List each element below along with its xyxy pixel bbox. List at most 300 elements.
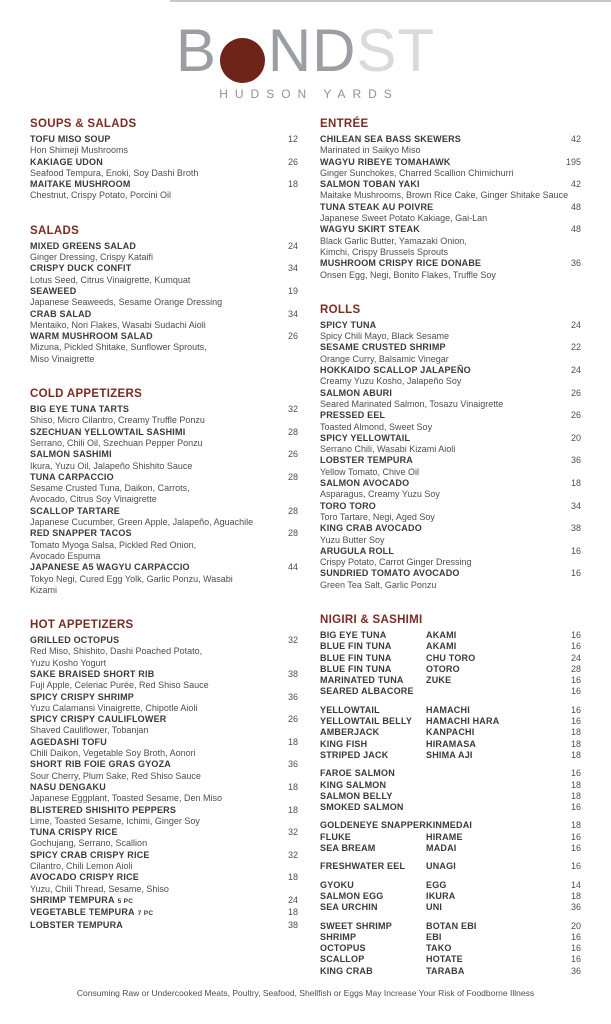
item-name: SEA BREAM (320, 843, 376, 854)
item-japanese-name: TARABA (426, 965, 465, 976)
item-price: 16 (570, 641, 581, 652)
nigiri-row (320, 750, 581, 761)
item-name: SCALLOP TARTARE (30, 505, 120, 516)
item-price: 18 (287, 907, 298, 918)
menu-item-header (30, 506, 298, 517)
item-name: SUNDRIED TOMATO AVOCADO (320, 568, 460, 579)
item-price: 20 (570, 920, 581, 931)
menu-item-header (30, 179, 298, 190)
item-name: SALMON ABURI (320, 387, 393, 398)
item-japanese-name: AKAMI (426, 629, 457, 640)
item-name: SMOKED SALMON (320, 802, 404, 813)
item-price: 18 (570, 727, 581, 738)
item-name: WAGYU SKIRT STEAK (320, 224, 420, 235)
item-name: BLISTERED SHISHITO PEPPERS (30, 804, 177, 815)
item-name: SHRIMP TEMPURA (30, 894, 115, 905)
item-name: SEARED ALBACORE (320, 686, 414, 697)
item-price: 16 (570, 716, 581, 727)
menu-item (320, 523, 581, 546)
item-description: Japanese Eggplant, Toasted Sesame, Den Miso (30, 793, 222, 804)
item-name: YELLOWTAIL BELLY (320, 716, 413, 727)
menu-item-header (320, 478, 581, 489)
menu-item-header (30, 472, 298, 483)
menu-item-header (30, 692, 298, 703)
item-price: 16 (570, 861, 581, 872)
menu-item (30, 472, 298, 506)
menu-item-header (320, 433, 581, 444)
menu-item-header (320, 179, 581, 190)
menu-item-header (30, 782, 298, 793)
item-japanese-name: ZUKE (426, 675, 452, 686)
menu-item (30, 331, 298, 365)
footer-disclaimer: Consuming Raw or Undercooked Meats, Poultry, Seafood, Shellfish or Eggs May Increase Your Risk of Foodborne Illness (76, 988, 535, 998)
item-name: MUSHROOM CRISPY RICE DONABE (320, 258, 482, 269)
menu-item (320, 157, 581, 180)
item-price: 34 (570, 500, 581, 511)
item-price: 28 (570, 663, 581, 674)
item-price: 42 (570, 134, 581, 144)
item-name: MIXED GREENS SALAD (30, 240, 137, 251)
item-price: 18 (570, 738, 581, 749)
bond-st-logo (0, 17, 611, 84)
menu-item (320, 224, 581, 258)
item-name: SZECHUAN YELLOWTAIL SASHIMI (30, 426, 186, 437)
item-description: Yellow Tomato, Chive Oil (320, 466, 420, 477)
item-description: Avocado, Citrus Soy Vinaigrette (30, 494, 157, 505)
item-name: WARM MUSHROOM SALAD (30, 331, 153, 342)
menu-item-header (30, 404, 298, 415)
nigiri-row (320, 891, 581, 902)
item-price: 18 (287, 872, 298, 883)
menu-section (320, 117, 581, 281)
item-price: 34 (287, 263, 298, 274)
item-japanese-name: UNAGI (426, 861, 456, 872)
item-name: SPICY CRISPY SHRIMP (30, 691, 134, 702)
menu-item-header (320, 410, 581, 421)
item-price: 18 (287, 804, 298, 815)
item-price: 18 (570, 820, 581, 831)
item-name: SAKE BRAISED SHORT RIB (30, 668, 155, 679)
item-price: 26 (287, 714, 298, 725)
nigiri-row (320, 880, 581, 891)
item-price: 36 (570, 902, 581, 913)
menu-item (30, 805, 298, 828)
logo-letters-nd: ND (267, 17, 357, 84)
item-description: Shaved Cauliflower, Tobanjan (30, 725, 149, 736)
item-description: Lime, Toasted Sesame, Ichimi, Ginger Soy (30, 815, 200, 826)
nigiri-row (320, 832, 581, 843)
item-description: Ginger Sunchokes, Charred Scallion Chimichurri (320, 167, 514, 178)
item-description: Miso Vinaigrette (30, 353, 95, 364)
menu-item (30, 427, 298, 450)
menu-section (30, 387, 298, 596)
menu-item (30, 920, 298, 931)
item-price: 36 (570, 258, 581, 269)
item-japanese-name: HIRAMASA (426, 738, 477, 749)
item-name: SEA URCHIN (320, 902, 378, 913)
item-price: 32 (287, 849, 298, 860)
menu-item (30, 635, 298, 669)
nigiri-row (320, 780, 581, 791)
menu-item (320, 568, 581, 591)
item-name: AMBERJACK (320, 727, 380, 738)
menu-item (30, 669, 298, 692)
nigiri-row (320, 739, 581, 750)
item-description: Hon Shimeji Mushrooms (30, 145, 129, 156)
item-price: 16 (570, 843, 581, 854)
menu-section (30, 117, 298, 202)
item-price: 18 (570, 779, 581, 790)
menu-item-header (320, 568, 581, 579)
item-description: Seared Marinated Salmon, Tosazu Vinaigrette (320, 398, 504, 409)
menu-item-header (30, 827, 298, 838)
item-description: Cilantro, Chili Lemon Aioli (30, 861, 133, 872)
item-price: 24 (570, 365, 581, 376)
item-description: Toro Tartare, Negi, Aged Soy (320, 511, 435, 522)
menu-item-header (30, 850, 298, 861)
nigiri-row (320, 802, 581, 813)
item-description: Fuji Apple, Celeriac Purée, Red Shiso Sauce (30, 680, 209, 691)
menu-item (30, 263, 298, 286)
nigiri-group (320, 880, 581, 914)
menu-item (320, 433, 581, 456)
menu-item (320, 365, 581, 388)
nigiri-group (320, 768, 581, 813)
item-name: FAROE SALMON (320, 768, 395, 779)
menu-item (30, 309, 298, 332)
menu-item (30, 286, 298, 309)
nigiri-row (320, 653, 581, 664)
item-name: JAPANESE A5 WAGYU CARPACCIO (30, 562, 190, 573)
item-price: 26 (287, 331, 298, 342)
item-name: FLUKE (320, 831, 351, 842)
menu-item-header (30, 907, 298, 919)
item-name: KING FISH (320, 738, 368, 749)
item-name: SALMON EGG (320, 890, 384, 901)
item-name: KAKIAGE UDON (30, 156, 103, 167)
menu-item-header (30, 805, 298, 816)
item-description: Spicy Chili Mayo, Black Sesame (320, 331, 450, 342)
item-price: 19 (287, 285, 298, 296)
menu-item-header (320, 134, 581, 145)
item-price: 16 (570, 686, 581, 697)
item-name: WAGYU RIBEYE TOMAHAWK (320, 156, 451, 167)
item-description: Crispy Potato, Carrot Ginger Dressing (320, 557, 472, 568)
item-price: 16 (570, 831, 581, 842)
item-description: Green Tea Salt, Garlic Ponzu (320, 579, 437, 590)
menu-item (30, 179, 298, 202)
item-name: GRILLED OCTOPUS (30, 635, 120, 646)
item-name: SWEET SHRIMP (320, 920, 392, 931)
item-price: 18 (570, 478, 581, 489)
item-price: 36 (570, 965, 581, 976)
item-japanese-name: KANPACHI (426, 727, 475, 738)
item-japanese-name: TAKO (426, 943, 452, 954)
menu-column-left (30, 117, 298, 999)
item-description: Creamy Yuzu Kosho, Jalapeño Soy (320, 376, 462, 387)
menu-item (30, 759, 298, 782)
nigiri-row (320, 861, 581, 872)
nigiri-row (320, 630, 581, 641)
item-name: TUNA CARPACCIO (30, 471, 114, 482)
menu-item-header (30, 669, 298, 680)
menu-column-right (320, 117, 581, 999)
item-description: Chestnut, Crispy Potato, Porcini Oil (30, 190, 172, 201)
nigiri-row (320, 820, 581, 831)
item-name: TORO TORO (320, 500, 376, 511)
menu-item-header (320, 258, 581, 269)
menu-section (320, 613, 581, 977)
menu-item-header (320, 342, 581, 353)
logo-circle-o-icon (220, 38, 265, 83)
item-price: 12 (287, 134, 298, 144)
item-name: VEGETABLE TEMPURA (30, 907, 135, 918)
item-price: 28 (287, 505, 298, 516)
menu-item (30, 895, 298, 907)
item-name: KING SALMON (320, 779, 387, 790)
item-name: SEAWEED (30, 285, 77, 296)
item-description: Sesame Crusted Tuna, Daikon, Carrots, (30, 483, 190, 494)
item-price: 16 (570, 545, 581, 556)
item-japanese-name: MADAI (426, 843, 457, 854)
item-description: Asparagus, Creamy Yuzu Soy (320, 489, 440, 500)
nigiri-row (320, 664, 581, 675)
item-price: 16 (570, 704, 581, 715)
section-title: SOUPS & SALADS (30, 118, 137, 130)
item-name: HOKKAIDO SCALLOP JALAPEÑO (320, 365, 471, 376)
nigiri-row (320, 966, 581, 977)
item-price: 16 (570, 768, 581, 779)
item-description: Yuzu Calamansi Vinaigrette, Chipotle Aioli (30, 702, 198, 713)
menu-item (320, 258, 581, 281)
nigiri-group (320, 820, 581, 854)
item-description: Chili Daikon, Vegetable Soy Broth, Aonori (30, 748, 196, 759)
menu-item-header (30, 737, 298, 748)
item-japanese-name: EBI (426, 931, 442, 942)
logo-subtitle: HUDSON YARDS (219, 87, 399, 101)
item-name: SALMON BELLY (320, 790, 393, 801)
item-name: SPICY TUNA (320, 319, 377, 330)
item-description: Mizuna, Pickled Shitake, Sunflower Sprouts, (30, 342, 207, 353)
menu-item (320, 179, 581, 202)
menu-item-header (30, 714, 298, 725)
item-name: PRESSED EEL (320, 410, 386, 421)
item-description: Seafood Tempura, Enoki, Soy Dashi Broth (30, 167, 199, 178)
item-price: 22 (570, 342, 581, 353)
menu-item (30, 562, 298, 596)
item-price: 26 (570, 387, 581, 398)
menu-item-header (320, 157, 581, 168)
menu-item (30, 907, 298, 919)
item-name: SPICY CRAB CRISPY RICE (30, 849, 150, 860)
item-description: Yuzu, Chili Thread, Sesame, Shiso (30, 883, 169, 894)
item-price: 38 (287, 919, 298, 930)
item-price: 36 (287, 691, 298, 702)
item-price: 16 (570, 675, 581, 686)
menu-item (320, 546, 581, 569)
menu-item-header (320, 501, 581, 512)
item-description: Gochujang, Serrano, Scallion (30, 838, 148, 849)
menu-item-header (320, 546, 581, 557)
item-description: Kimchi, Crispy Brussels Sprouts (320, 246, 449, 257)
section-title: HOT APPETIZERS (30, 619, 134, 632)
menu-item (30, 528, 298, 562)
menu-item (30, 782, 298, 805)
item-portion-suffix: 7 PC (137, 910, 154, 918)
item-name: CHILEAN SEA BASS SKEWERS (320, 134, 461, 144)
section-title: COLD APPETIZERS (30, 388, 143, 401)
item-price: 44 (287, 562, 298, 573)
item-japanese-name: HAMACHI (426, 704, 470, 715)
menu-item (30, 157, 298, 180)
nigiri-row (320, 932, 581, 943)
menu-item-header (30, 562, 298, 573)
item-name: SPICY YELLOWTAIL (320, 432, 411, 443)
item-description: Yuzu Kosho Yogurt (30, 657, 107, 668)
menu-section (320, 303, 581, 591)
item-price: 38 (287, 668, 298, 679)
section-title: NIGIRI & SASHIMI (320, 613, 423, 626)
menu-item-header (30, 872, 298, 883)
menu-item (320, 342, 581, 365)
item-name: AVOCADO CRISPY RICE (30, 872, 139, 883)
item-price: 18 (287, 781, 298, 792)
item-price: 16 (570, 931, 581, 942)
menu-item (320, 410, 581, 433)
menu-item-header (320, 224, 581, 235)
menu-item-header (30, 528, 298, 539)
item-name: BIG EYE TUNA TARTS (30, 404, 130, 415)
item-price: 18 (570, 790, 581, 801)
item-description: Toasted Almond, Sweet Soy (320, 421, 433, 432)
item-price: 26 (287, 156, 298, 167)
nigiri-row (320, 768, 581, 779)
item-name: NASU DENGAKU (30, 781, 106, 792)
menu-item-header (320, 455, 581, 466)
item-japanese-name: CHU TORO (426, 652, 476, 663)
menu-item (30, 872, 298, 895)
item-name: SPICY CRISPY CAULIFLOWER (30, 714, 167, 725)
menu-item (30, 714, 298, 737)
item-name: ARUGULA ROLL (320, 545, 395, 556)
menu-item (30, 737, 298, 760)
menu-body (0, 117, 611, 999)
item-japanese-name: EGG (426, 879, 447, 890)
item-price: 36 (570, 455, 581, 466)
item-price: 16 (570, 802, 581, 813)
item-price: 36 (287, 759, 298, 770)
menu-item (30, 241, 298, 264)
nigiri-group (320, 705, 581, 761)
nigiri-group (320, 921, 581, 977)
item-name: BLUE FIN TUNA (320, 652, 392, 663)
item-name: KING CRAB AVOCADO (320, 523, 422, 534)
item-name: YELLOWTAIL (320, 704, 380, 715)
nigiri-row (320, 791, 581, 802)
menu-item (320, 320, 581, 343)
item-name: OCTOPUS (320, 943, 366, 954)
nigiri-row (320, 686, 581, 697)
item-name: RED SNAPPER TACOS (30, 528, 132, 539)
nigiri-row (320, 641, 581, 652)
item-description: Yuzu Butter Soy (320, 534, 385, 545)
menu-item-header (30, 157, 298, 168)
nigiri-row (320, 902, 581, 913)
menu-item (320, 202, 581, 225)
item-price: 16 (570, 568, 581, 579)
item-price: 32 (287, 635, 298, 646)
item-price: 48 (570, 201, 581, 212)
item-description: Serrano Chili, Wasabi Kizami Aioli (320, 444, 456, 455)
menu-item (320, 134, 581, 157)
nigiri-row (320, 716, 581, 727)
item-price: 32 (287, 404, 298, 415)
menu-item (30, 850, 298, 873)
item-description: Ikura, Yuzu Oil, Jalapeño Shishito Sauce (30, 460, 193, 471)
menu-item (320, 501, 581, 524)
item-price: 18 (570, 890, 581, 901)
item-description: Maitake Mushrooms, Brown Rice Cake, Ginger Shitake Sauce (320, 190, 569, 201)
nigiri-row (320, 843, 581, 854)
menu-item-header (30, 759, 298, 770)
item-japanese-name: HAMACHI HARA (426, 716, 500, 727)
item-japanese-name: UNI (426, 902, 443, 913)
item-description: Red Miso, Shishito, Dashi Poached Potato, (30, 646, 203, 657)
item-price: 24 (570, 652, 581, 663)
menu-item (30, 692, 298, 715)
logo-letters-st: ST (356, 17, 436, 84)
menu-item-header (30, 449, 298, 460)
item-description: Black Garlic Butter, Yamazaki Onion, (320, 235, 467, 246)
item-price: 34 (287, 308, 298, 319)
item-japanese-name: KINMEDAI (426, 820, 473, 831)
item-price: 16 (570, 943, 581, 954)
menu-item-header (30, 263, 298, 274)
item-name: SESAME CRUSTED SHRIMP (320, 342, 446, 353)
item-price: 28 (287, 426, 298, 437)
menu-item-header (30, 309, 298, 320)
item-japanese-name: HIRAME (426, 831, 463, 842)
item-name: BIG EYE TUNA (320, 629, 387, 640)
item-price: 24 (570, 319, 581, 330)
item-description: Sour Cherry, Plum Sake, Red Shiso Sauce (30, 770, 201, 781)
item-japanese-name: SHIMA AJI (426, 749, 473, 760)
item-price: 24 (287, 240, 298, 251)
menu-item-header (30, 286, 298, 297)
item-description: Onsen Egg, Negi, Bonito Flakes, Truffle Soy (320, 269, 496, 280)
menu-item (30, 506, 298, 529)
item-description: Serrano, Chili Oil, Szechuan Pepper Ponzu (30, 437, 203, 448)
item-name: AGEDASHI TOFU (30, 736, 107, 747)
menu-item-header (30, 331, 298, 342)
item-description: Mentaiko, Nori Flakes, Wasabi Sudachi Aioli (30, 319, 206, 330)
item-description: Tomato Myoga Salsa, Pickled Red Onion, (30, 539, 197, 550)
item-japanese-name: BOTAN EBI (426, 920, 477, 931)
logo-letter-b: B (175, 17, 217, 84)
menu-item-header (30, 427, 298, 438)
menu-item (30, 827, 298, 850)
item-description: Orange Curry, Balsamic Vinegar (320, 353, 449, 364)
item-price: 195 (565, 156, 581, 167)
nigiri-row (320, 943, 581, 954)
menu-header (0, 0, 611, 101)
menu-item (320, 455, 581, 478)
item-name: BLUE FIN TUNA (320, 663, 392, 674)
item-price: 48 (570, 224, 581, 235)
item-description: Japanese Cucumber, Green Apple, Jalapeño, Aguachile (30, 517, 254, 528)
item-japanese-name: IKURA (426, 890, 456, 901)
nigiri-row (320, 675, 581, 686)
